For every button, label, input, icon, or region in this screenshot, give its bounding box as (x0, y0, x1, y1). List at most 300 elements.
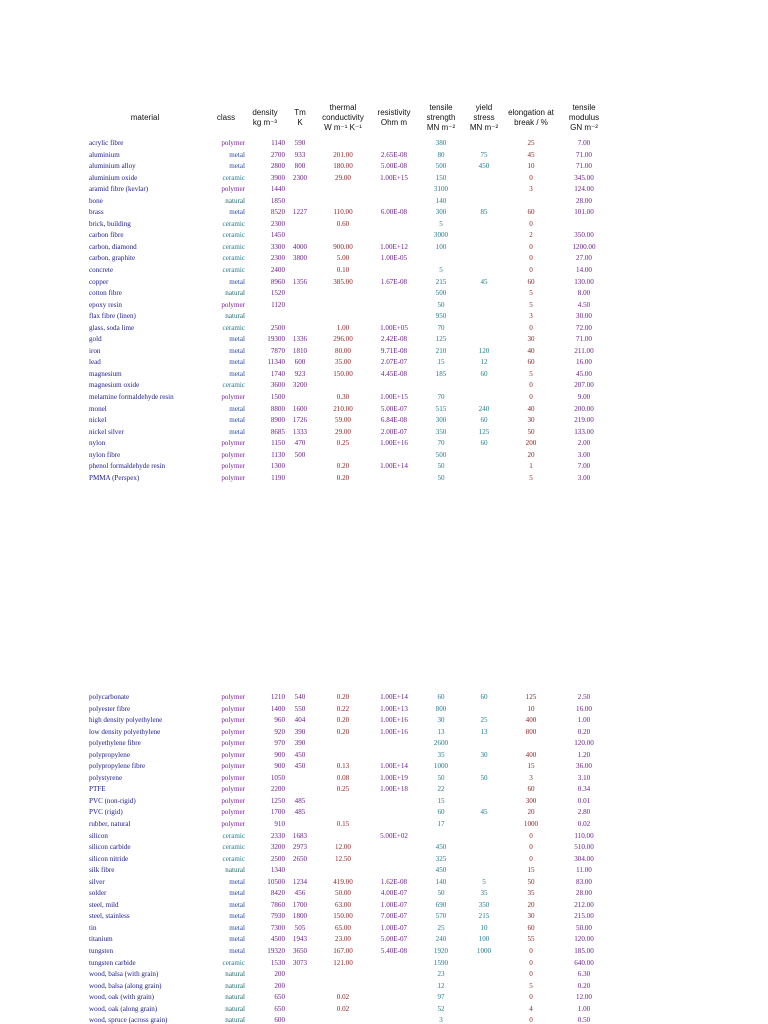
density-cell: 910 (274, 820, 285, 829)
table-row (84, 865, 609, 877)
thermal-conductivity-cell (315, 831, 371, 843)
density-cell: 1120 (271, 300, 285, 309)
resistivity-cell: 1.00E-07 (380, 923, 408, 932)
resistivity-cell: 1.00E+12 (380, 242, 408, 251)
elongation-cell: 0 (529, 254, 533, 263)
yield-stress-cell (465, 981, 503, 993)
tensile-strength-cell: 60 (437, 808, 445, 817)
elongation-cell: 5 (529, 300, 533, 309)
density-cell: 920 (274, 727, 285, 736)
tensile-strength-cell: 23 (437, 970, 445, 979)
class-cell: polymer (221, 185, 245, 194)
class-cell: polymer (221, 750, 245, 759)
thermal-conductivity-cell (315, 138, 371, 150)
resistivity-cell (371, 300, 417, 312)
resistivity-cell: 1.62E-08 (380, 877, 408, 886)
tensile-strength-cell: 450 (435, 866, 447, 875)
tensile-modulus-cell: 510.00 (574, 843, 594, 852)
tensile-strength-cell: 22 (437, 785, 445, 794)
yield-stress-cell (465, 450, 503, 462)
tensile-modulus-cell: 200.00 (574, 404, 594, 413)
yield-stress-cell (465, 969, 503, 981)
table-row (84, 946, 609, 958)
resistivity-cell (371, 1004, 417, 1016)
material-cell: silver (89, 877, 105, 886)
material-cell: tin (89, 923, 97, 932)
table-row (84, 934, 609, 946)
tensile-modulus-cell: 110.00 (574, 831, 594, 840)
yield-stress-cell: 215 (478, 912, 490, 921)
elongation-cell: 1000 (523, 820, 539, 829)
density-cell: 8685 (270, 427, 285, 436)
tensile-modulus-cell: 71.00 (576, 335, 592, 344)
thermal-conductivity-cell: 1.00 (336, 323, 350, 332)
material-cell: silicon carbide (89, 843, 131, 852)
density-cell: 1850 (270, 196, 285, 205)
material-cell: monel (89, 404, 107, 413)
table-row (84, 807, 609, 819)
table-row (84, 357, 609, 369)
table-row (84, 1004, 609, 1016)
thermal-conductivity-cell: 29.00 (335, 173, 351, 182)
thermal-conductivity-cell: 167.00 (333, 947, 353, 956)
table-row (84, 784, 609, 796)
material-cell: glass, soda lime (89, 323, 135, 332)
class-cell: polymer (221, 139, 245, 147)
elongation-cell: 300 (525, 796, 537, 805)
material-cell: carbon, diamond (89, 242, 137, 251)
resistivity-cell: 5.00E-07 (380, 935, 408, 944)
elongation-cell: 0 (529, 993, 533, 1002)
table-row (84, 219, 609, 231)
yield-stress-cell: 450 (478, 162, 490, 171)
elongation-cell: 400 (525, 750, 537, 759)
tensile-strength-cell (417, 253, 465, 265)
table-row (84, 196, 609, 208)
table-row (84, 230, 609, 242)
yield-stress-cell (465, 831, 503, 843)
thermal-conductivity-cell: 23.00 (335, 935, 351, 944)
thermal-conductivity-cell: 0.02 (336, 993, 350, 1002)
thermal-conductivity-cell (315, 184, 371, 196)
elongation-cell: 5 (529, 981, 533, 990)
material-cell: titanium (89, 935, 113, 944)
material-cell: solder (89, 889, 107, 898)
material-cell: wood, oak (with grain) (89, 993, 155, 1002)
thermal-conductivity-cell (315, 981, 371, 993)
density-cell: 3200 (270, 843, 285, 852)
table-row (84, 819, 609, 831)
resistivity-cell (371, 992, 417, 1004)
tm-cell (285, 1015, 315, 1024)
class-cell: metal (229, 947, 245, 956)
material-cell: PMMA (Perspex) (89, 473, 140, 482)
material-cell: high density polyethylene (89, 716, 163, 725)
yield-stress-cell: 60 (480, 439, 488, 448)
material-cell: nylon (89, 439, 106, 448)
class-cell: natural (225, 970, 245, 979)
tensile-modulus-cell: 16.00 (576, 358, 592, 367)
thermal-conductivity-cell (315, 311, 371, 323)
tensile-modulus-cell: 350.00 (574, 231, 594, 240)
tm-cell (285, 230, 315, 242)
tm-cell: 390 (294, 727, 306, 736)
class-cell: metal (229, 277, 245, 286)
class-cell: metal (229, 912, 245, 921)
table-row (84, 438, 609, 450)
yield-stress-cell: 60 (480, 369, 488, 378)
thermal-conductivity-cell: 35.00 (335, 358, 351, 367)
material-cell: brass (89, 208, 104, 217)
thermal-conductivity-cell (315, 196, 371, 208)
class-cell: ceramic (222, 173, 245, 182)
elongation-cell: 60 (527, 208, 535, 217)
class-cell: natural (225, 196, 245, 205)
yield-stress-cell: 30 (480, 750, 488, 759)
elongation-cell: 0 (529, 173, 533, 182)
density-cell: 3600 (270, 381, 285, 390)
density-cell: 650 (274, 1004, 285, 1013)
thermal-conductivity-cell (315, 288, 371, 300)
elongation-cell: 50 (527, 427, 535, 436)
elongation-cell: 5 (529, 369, 533, 378)
tensile-modulus-cell: 120.00 (574, 935, 594, 944)
thermal-conductivity-cell (315, 796, 371, 808)
elongation-cell: 0 (529, 266, 533, 275)
class-cell: metal (229, 404, 245, 413)
density-cell: 1150 (271, 439, 285, 448)
yield-stress-cell (465, 242, 503, 254)
tensile-strength-cell: 50 (437, 773, 445, 782)
elongation-cell: 50 (527, 877, 535, 886)
tm-cell: 450 (294, 750, 306, 759)
elongation-cell: 25 (527, 139, 535, 147)
tm-cell (285, 773, 315, 785)
thermal-conductivity-cell: 63.00 (335, 900, 351, 909)
thermal-conductivity-cell: 65.00 (335, 923, 351, 932)
tensile-strength-cell: 60 (437, 693, 445, 701)
elongation-cell: 0 (529, 1016, 533, 1024)
tm-cell: 540 (294, 693, 306, 701)
resistivity-cell (371, 796, 417, 808)
yield-stress-cell: 1000 (476, 947, 492, 956)
elongation-cell: 55 (527, 935, 535, 944)
thermal-conductivity-cell: 0.20 (336, 716, 350, 725)
yield-stress-cell (465, 461, 503, 473)
tensile-strength-cell: 380 (435, 139, 447, 147)
tensile-strength-cell: 1590 (433, 958, 449, 967)
class-cell: polymer (221, 739, 245, 748)
material-cell: gold (89, 335, 102, 344)
density-cell: 1140 (271, 139, 285, 147)
tensile-modulus-cell: 304.00 (574, 854, 594, 863)
thermal-conductivity-cell: 210.00 (333, 404, 353, 413)
table-row (84, 311, 609, 323)
material-cell: silk fibre (89, 866, 115, 875)
density-cell: 3900 (270, 173, 285, 182)
density-cell: 960 (274, 716, 285, 725)
density-cell: 8420 (270, 889, 285, 898)
tensile-modulus-cell: 28.00 (576, 889, 592, 898)
header-resistivity: resistivity Ohm m (377, 108, 411, 127)
tensile-strength-cell: 100 (435, 242, 447, 251)
tensile-strength-cell: 450 (435, 843, 447, 852)
density-cell: 8520 (270, 208, 285, 217)
tm-cell (285, 784, 315, 796)
resistivity-cell (371, 738, 417, 750)
class-cell: metal (229, 935, 245, 944)
resistivity-cell (371, 450, 417, 462)
elongation-cell: 35 (527, 889, 535, 898)
tensile-modulus-cell: 71.00 (576, 150, 592, 159)
yield-stress-cell (465, 761, 503, 773)
class-cell: natural (225, 866, 245, 875)
tensile-strength-cell: 1000 (433, 762, 449, 771)
resistivity-cell: 4.45E-08 (380, 369, 408, 378)
material-cell: tungsten carbide (89, 958, 136, 967)
resistivity-cell (371, 311, 417, 323)
tensile-modulus-cell: 7.00 (577, 139, 591, 147)
tm-cell: 500 (294, 450, 306, 459)
header-tensile: tensile strength MN m⁻² (426, 103, 456, 132)
density-cell: 1400 (270, 704, 285, 713)
elongation-cell: 10 (527, 162, 535, 171)
density-cell: 11340 (267, 358, 285, 367)
material-cell: lead (89, 358, 101, 367)
material-cell: epoxy resin (89, 300, 122, 309)
elongation-cell: 45 (527, 150, 535, 159)
resistivity-cell (371, 807, 417, 819)
density-cell: 10500 (267, 877, 285, 886)
density-cell: 7860 (270, 900, 285, 909)
tm-cell: 550 (294, 704, 306, 713)
resistivity-cell (371, 819, 417, 831)
table-row (84, 207, 609, 219)
elongation-cell: 0 (529, 970, 533, 979)
table-row (84, 773, 609, 785)
material-cell: iron (89, 346, 101, 355)
resistivity-cell: 1.00E-05 (380, 254, 408, 263)
thermal-conductivity-cell (315, 300, 371, 312)
elongation-cell: 3 (529, 185, 533, 194)
density-cell: 900 (274, 762, 285, 771)
table-row (84, 738, 609, 750)
tm-cell: 1234 (292, 877, 308, 886)
tensile-modulus-cell: 83.00 (576, 877, 592, 886)
tm-cell: 505 (294, 923, 306, 932)
thermal-conductivity-cell (315, 969, 371, 981)
tm-cell: 485 (294, 796, 306, 805)
tensile-modulus-cell: 345.00 (574, 173, 594, 182)
yield-stress-cell: 125 (478, 427, 490, 436)
yield-stress-cell: 45 (480, 808, 488, 817)
tm-cell (285, 819, 315, 831)
class-cell: metal (229, 369, 245, 378)
tensile-modulus-cell: 45.00 (576, 369, 592, 378)
class-cell: metal (229, 923, 245, 932)
header-class: class (216, 113, 236, 122)
elongation-cell: 30 (527, 416, 535, 425)
tensile-strength-cell: 300 (435, 416, 447, 425)
tensile-strength-cell: 185 (435, 369, 447, 378)
resistivity-cell: 1.00E+14 (380, 693, 408, 701)
yield-stress-cell (465, 311, 503, 323)
tensile-strength-cell: 150 (435, 173, 447, 182)
resistivity-cell: 7.00E-07 (380, 912, 408, 921)
yield-stress-cell (465, 334, 503, 346)
tm-cell (285, 461, 315, 473)
yield-stress-cell (465, 473, 503, 485)
class-cell: ceramic (222, 242, 245, 251)
table-row (84, 323, 609, 335)
thermal-conductivity-cell: 59.00 (335, 416, 351, 425)
thermal-conductivity-cell (315, 450, 371, 462)
density-cell: 1700 (270, 808, 285, 817)
elongation-cell: 4 (529, 1004, 533, 1013)
tm-cell: 933 (294, 150, 306, 159)
density-cell: 1190 (271, 473, 285, 482)
tensile-modulus-cell: 211.00 (574, 346, 594, 355)
resistivity-cell: 5.00E-08 (380, 162, 408, 171)
elongation-cell: 3 (529, 312, 533, 321)
class-cell: metal (229, 877, 245, 886)
table-row (84, 888, 609, 900)
elongation-cell: 1 (529, 462, 533, 471)
class-cell: metal (229, 427, 245, 436)
class-cell: polymer (221, 462, 245, 471)
elongation-cell: 0 (529, 843, 533, 852)
tm-cell: 1356 (292, 277, 308, 286)
thermal-conductivity-cell (315, 807, 371, 819)
material-cell: nickel (89, 416, 107, 425)
thermal-conductivity-cell (315, 750, 371, 762)
tensile-modulus-cell: 130.00 (574, 277, 594, 286)
class-cell: ceramic (222, 831, 245, 840)
class-cell: polymer (221, 785, 245, 794)
table-row (84, 969, 609, 981)
resistivity-cell (371, 230, 417, 242)
material-cell: steel, stainless (89, 912, 130, 921)
resistivity-cell (371, 958, 417, 970)
thermal-conductivity-cell: 0.20 (336, 462, 350, 471)
resistivity-cell: 1.00E+18 (380, 785, 408, 794)
tensile-modulus-cell: 11.00 (576, 866, 592, 875)
class-cell: metal (229, 416, 245, 425)
tensile-strength-cell: 240 (435, 935, 447, 944)
tensile-strength-cell: 3100 (433, 185, 449, 194)
table-row (84, 265, 609, 277)
elongation-cell: 10 (527, 704, 535, 713)
tensile-strength-cell: 350 (435, 427, 447, 436)
density-cell: 19300 (267, 335, 285, 344)
tensile-modulus-cell: 72.00 (576, 323, 592, 332)
yield-stress-cell: 35 (480, 889, 488, 898)
resistivity-cell: 4.00E-07 (380, 889, 408, 898)
resistivity-cell: 1.00E+13 (380, 704, 408, 713)
table-row (84, 842, 609, 854)
tensile-strength-cell: 15 (437, 796, 445, 805)
tm-cell: 470 (294, 439, 306, 448)
yield-stress-cell (465, 992, 503, 1004)
table-row (84, 415, 609, 427)
elongation-cell: 40 (527, 404, 535, 413)
thermal-conductivity-cell: 0.20 (336, 693, 350, 701)
table-row (84, 427, 609, 439)
tensile-strength-cell: 80 (437, 150, 445, 159)
density-cell: 1450 (270, 231, 285, 240)
header-yield: yield stress MN m⁻² (469, 103, 499, 132)
resistivity-cell: 5.40E-08 (380, 947, 408, 956)
tensile-strength-cell: 50 (437, 462, 445, 471)
elongation-cell: 30 (527, 335, 535, 344)
table-row (84, 981, 609, 993)
thermal-conductivity-cell (315, 865, 371, 877)
thermal-conductivity-cell: 0.22 (336, 704, 350, 713)
density-cell: 1520 (270, 289, 285, 298)
tensile-strength-cell: 97 (437, 993, 445, 1002)
tensile-strength-cell: 515 (435, 404, 447, 413)
tensile-strength-cell: 300 (435, 208, 447, 217)
yield-stress-cell (465, 380, 503, 392)
tm-cell (285, 300, 315, 312)
elongation-cell: 60 (527, 785, 535, 794)
tensile-strength-cell: 500 (435, 162, 447, 171)
class-cell: natural (225, 289, 245, 298)
tensile-strength-cell: 800 (435, 704, 447, 713)
thermal-conductivity-cell: 121.00 (333, 958, 353, 967)
resistivity-cell (371, 981, 417, 993)
yield-stress-cell (465, 958, 503, 970)
yield-stress-cell (465, 184, 503, 196)
class-cell: polymer (221, 439, 245, 448)
density-cell: 1300 (270, 462, 285, 471)
table-row (84, 692, 609, 704)
class-cell: polymer (221, 727, 245, 736)
tm-cell: 404 (294, 716, 306, 725)
class-cell: ceramic (222, 958, 245, 967)
tensile-modulus-cell: 0.34 (577, 785, 591, 794)
elongation-cell: 15 (527, 762, 535, 771)
density-cell: 200 (274, 970, 285, 979)
table-row (84, 138, 609, 150)
material-cell: wood, balsa (with grain) (89, 970, 159, 979)
tensile-modulus-cell: 16.00 (576, 704, 592, 713)
yield-stress-cell: 25 (480, 716, 488, 725)
material-cell: silicon nitride (89, 854, 129, 863)
resistivity-cell (371, 380, 417, 392)
thermal-conductivity-cell: 900.00 (333, 242, 353, 251)
thermal-conductivity-cell (315, 380, 371, 392)
thermal-conductivity-cell: 0.10 (336, 266, 350, 275)
resistivity-cell: 2.42E-08 (380, 335, 408, 344)
tensile-modulus-cell: 2.50 (577, 693, 591, 701)
tensile-modulus-cell: 101.00 (574, 208, 594, 217)
tensile-strength-cell: 125 (435, 335, 447, 344)
resistivity-cell (371, 219, 417, 231)
resistivity-cell (371, 750, 417, 762)
resistivity-cell (371, 854, 417, 866)
tm-cell: 1600 (292, 404, 308, 413)
material-cell: magnesium oxide (89, 381, 140, 390)
material-cell: polycarbonate (89, 693, 130, 701)
class-cell: polymer (221, 693, 245, 701)
density-cell: 7930 (270, 912, 285, 921)
tensile-modulus-cell: 50.00 (576, 923, 592, 932)
tensile-strength-cell: 2600 (433, 739, 449, 748)
density-cell: 8900 (270, 416, 285, 425)
material-cell: rubber, natural (89, 820, 131, 829)
resistivity-cell: 2.07E-07 (380, 358, 408, 367)
